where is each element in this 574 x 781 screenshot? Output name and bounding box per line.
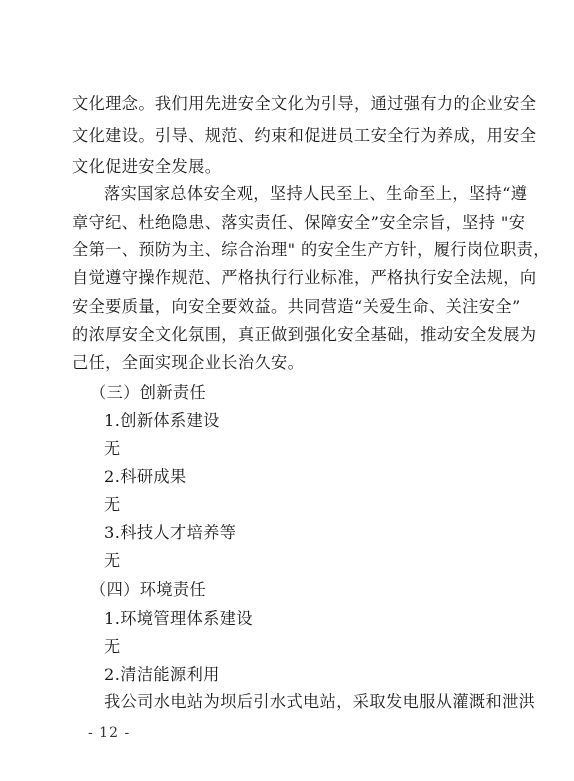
list-item-value: 无	[104, 495, 121, 514]
list-item: 1.环境管理体系建设	[104, 609, 253, 628]
paragraph-line: 的浓厚安全文化氛围，真正做到强化安全基础，推动安全发展为	[72, 325, 537, 344]
list-item-value: 无	[104, 637, 121, 656]
paragraph-line: 章守纪、杜绝隐患、落实责任、保障安全”安全宗旨，坚持 "安	[72, 213, 526, 232]
section-heading: （三）创新责任	[90, 383, 207, 402]
paragraph-line: 我公司水电站为坝后引水式电站，采取发电服从灌溉和泄洪	[104, 692, 536, 711]
page-number: - 12 -	[88, 725, 131, 741]
section-heading: （四）环境责任	[90, 580, 207, 599]
paragraph-line: 文化理念。我们用先进安全文化为引导，通过强有力的企业安全	[72, 94, 537, 113]
paragraph-line: 己任，全面实现企业长治久安。	[72, 353, 305, 372]
list-item-value: 无	[104, 551, 121, 570]
paragraph-line: 自觉遵守操作规范、严格执行行业标准，严格执行安全法规，向	[72, 268, 537, 287]
paragraph-line: 全第一、预防为主、综合治理" 的安全生产方针，履行岗位职责，	[72, 240, 550, 259]
paragraph-line: 落实国家总体安全观，坚持人民至上、生命至上，坚持“遵	[104, 184, 528, 203]
paragraph-line: 文化促进安全发展。	[72, 157, 222, 176]
list-item-value: 无	[104, 439, 121, 458]
paragraph-line: 安全要质量，向安全要效益。共同营造“关爱生命、关注安全”	[72, 297, 521, 316]
list-item: 3.科技人才培养等	[104, 523, 237, 542]
list-item: 1.创新体系建设	[104, 411, 220, 430]
list-item: 2.科研成果	[104, 467, 187, 486]
paragraph-line: 文化建设。引导、规范、约束和促进员工安全行为养成，用安全	[72, 126, 537, 145]
list-item: 2.清洁能源利用	[104, 665, 220, 684]
